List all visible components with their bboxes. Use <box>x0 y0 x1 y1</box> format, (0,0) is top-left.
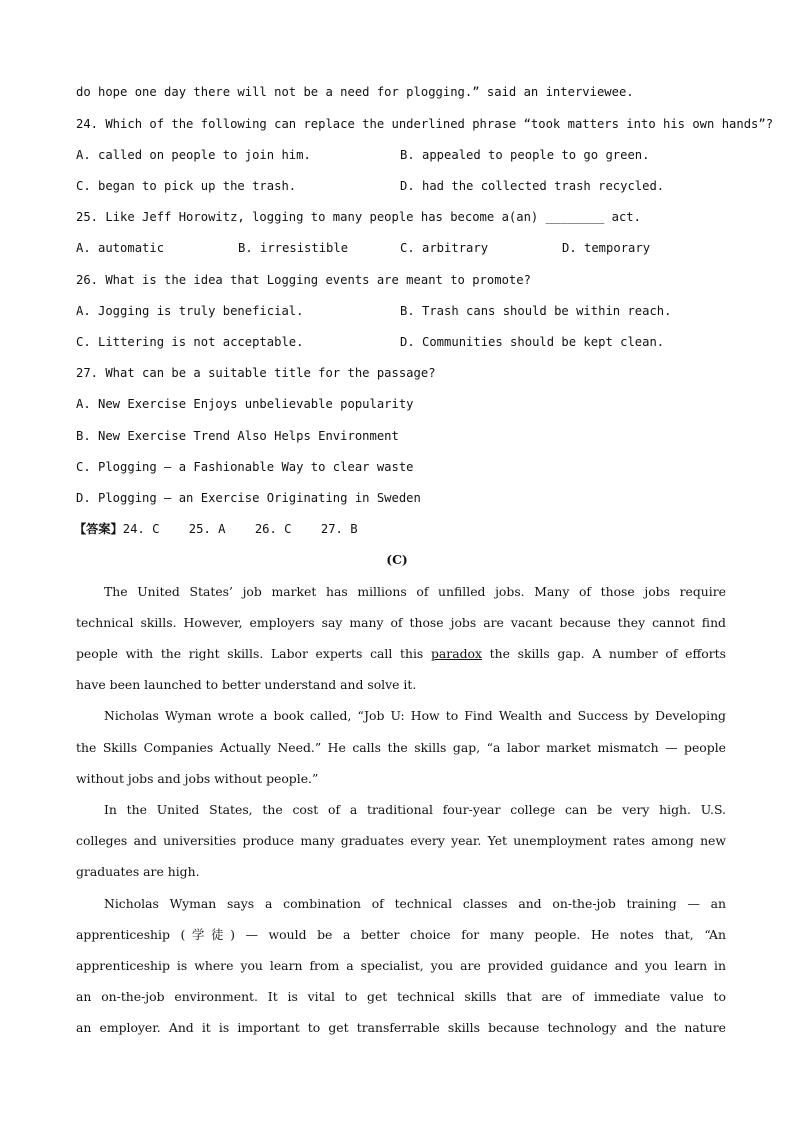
p2-line-3: without jobs and jobs without people.” <box>76 771 319 786</box>
p1-line-3-pre: people with the right skills. Labor experts call this <box>76 646 431 661</box>
p1-line-3 <box>76 646 726 662</box>
section-heading: (C) <box>386 552 408 567</box>
q27-option-c: C. Plogging — a Fashionable Way to clear waste <box>76 460 414 474</box>
p1-line-1: The United States’ job market has millions of unfilled jobs. Many of those jobs require <box>104 584 726 599</box>
answer-key <box>74 521 358 537</box>
q26-option-a: A. Jogging is truly beneficial. <box>76 304 304 318</box>
q27-option-d: D. Plogging — an Exercise Originating in Sweden <box>76 491 421 505</box>
q26-option-c: C. Littering is not acceptable. <box>76 335 304 349</box>
p4-line-4: an on-the-job environment. It is vital to get technical skills that are of immediate value to <box>76 989 726 1004</box>
q25-option-d: D. temporary <box>562 241 651 255</box>
question-25-stem: 25. Like Jeff Horowitz, logging to many people has become a(an) ________ act. <box>76 210 641 224</box>
passage-closing-line: do hope one day there will not be a need for plogging.” said an interviewee. <box>76 85 634 99</box>
p1-line-3-post: the skills gap. A number of efforts <box>481 646 727 661</box>
q27-option-b: B. New Exercise Trend Also Helps Environment <box>76 429 399 443</box>
answer-label: 【答案】 <box>74 522 123 536</box>
q27-option-a: A. New Exercise Enjoys unbelievable popularity <box>76 397 414 411</box>
p1-line-4: have been launched to better understand and solve it. <box>76 677 417 692</box>
question-26-stem: 26. What is the idea that Logging events are meant to promote? <box>76 273 531 287</box>
q24-option-b: B. appealed to people to go green. <box>400 148 650 162</box>
q25-option-b: B. irresistible <box>238 241 349 255</box>
question-27-stem: 27. What can be a suitable title for the passage? <box>76 366 436 380</box>
q25-option-a: A. automatic <box>76 241 165 255</box>
p2-line-2: the Skills Companies Actually Need.” He calls the skills gap, “a labor market mismatch — people <box>76 740 726 755</box>
p4-line-3: apprenticeship is where you learn from a specialist, you are provided guidance and you learn in <box>76 958 726 973</box>
p4-line-2: apprenticeship (学徒) — would be a better choice for many people. He notes that, “An <box>76 927 726 942</box>
p3-line-2: colleges and universities produce many graduates every year. Yet unemployment rates among new <box>76 833 726 848</box>
p4-line-5: an employer. And it is important to get transferrable skills because technology and the nature <box>76 1020 726 1035</box>
q24-option-c: C. began to pick up the trash. <box>76 179 297 193</box>
answer-values: 24. C 25. A 26. C 27. B <box>122 522 358 536</box>
p4-line-1: Nicholas Wyman says a combination of technical classes and on-the-job training — an <box>104 896 726 911</box>
underlined-word-paradox: paradox <box>430 646 482 661</box>
q24-option-d: D. had the collected trash recycled. <box>400 179 665 193</box>
p2-line-1: Nicholas Wyman wrote a book called, “Job U: How to Find Wealth and Success by Developing <box>104 708 726 723</box>
p1-line-2: technical skills. However, employers say many of those jobs are vacant because they cannot find <box>76 615 726 630</box>
q25-option-c: C. arbitrary <box>400 241 489 255</box>
p3-line-1: In the United States, the cost of a traditional four-year college can be very high. U.S. <box>104 802 726 817</box>
p3-line-3: graduates are high. <box>76 864 200 879</box>
q24-option-a: A. called on people to join him. <box>76 148 311 162</box>
q26-option-b: B. Trash cans should be within reach. <box>400 304 672 318</box>
question-24-stem: 24. Which of the following can replace the underlined phrase “took matters into his own hands”? <box>76 117 774 131</box>
q26-option-d: D. Communities should be kept clean. <box>400 335 665 349</box>
